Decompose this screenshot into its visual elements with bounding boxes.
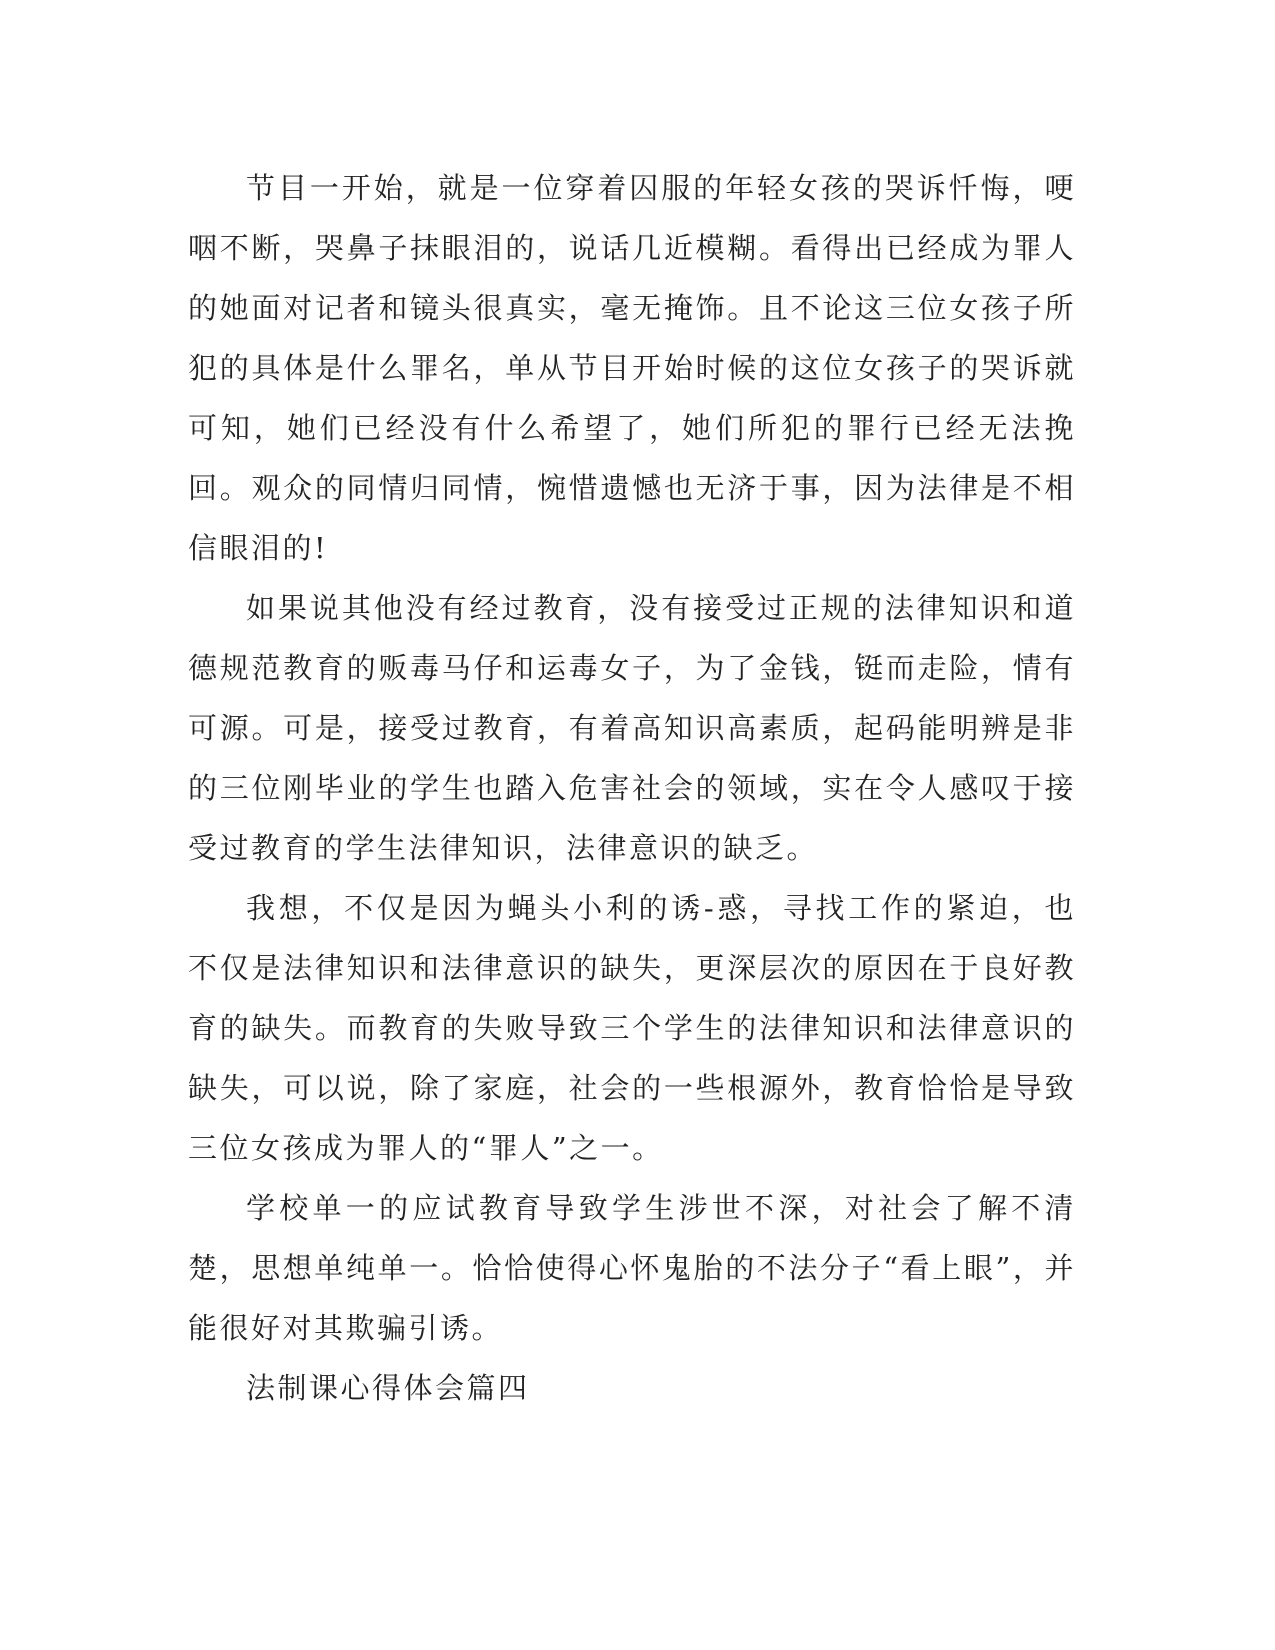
section-heading: 法制课心得体会篇四 [246, 1371, 530, 1405]
paragraph-4: 学校单一的应试教育导致学生涉世不深，对社会了解不清楚，思想单纯单一。恰恰使得心怀鬼胎的不法分子“看上眼”，并能很好对其欺骗引诱。 [188, 1191, 1076, 1345]
paragraph-1: 节目一开始，就是一位穿着囚服的年轻女孩的哭诉忏悔，哽咽不断，哭鼻子抹眼泪的，说话几近模糊。看得出已经成为罪人的她面对记者和镜头很真实，毫无掩饰。且不论这三位女孩子所犯的具体是什么罪名，单从节目开始时候的这位女孩子的哭诉就可知，她们已经没有什么希望了，她们所犯的罪行已经无法挽回。观众的同情归同情，惋惜遗憾也无济于事，因为法律是不相信眼泪的! [188, 171, 1076, 565]
paragraph-2: 如果说其他没有经过教育，没有接受过正规的法律知识和道德规范教育的贩毒马仔和运毒女子，为了金钱，铤而走险，情有可源。可是，接受过教育，有着高知识高素质，起码能明辨是非的三位刚毕业的学生也踏入危害社会的领域，实在令人感叹于接受过教育的学生法律知识，法律意识的缺乏。 [188, 591, 1076, 865]
paragraph-3: 我想，不仅是因为蝇头小利的诱-惑，寻找工作的紧迫，也不仅是法律知识和法律意识的缺失，更深层次的原因在于良好教育的缺失。而教育的失败导致三个学生的法律知识和法律意识的缺失，可以说，除了家庭，社会的一些根源外，教育恰恰是导致三位女孩成为罪人的“罪人”之一。 [188, 891, 1076, 1165]
document-body [188, 158, 1076, 1418]
